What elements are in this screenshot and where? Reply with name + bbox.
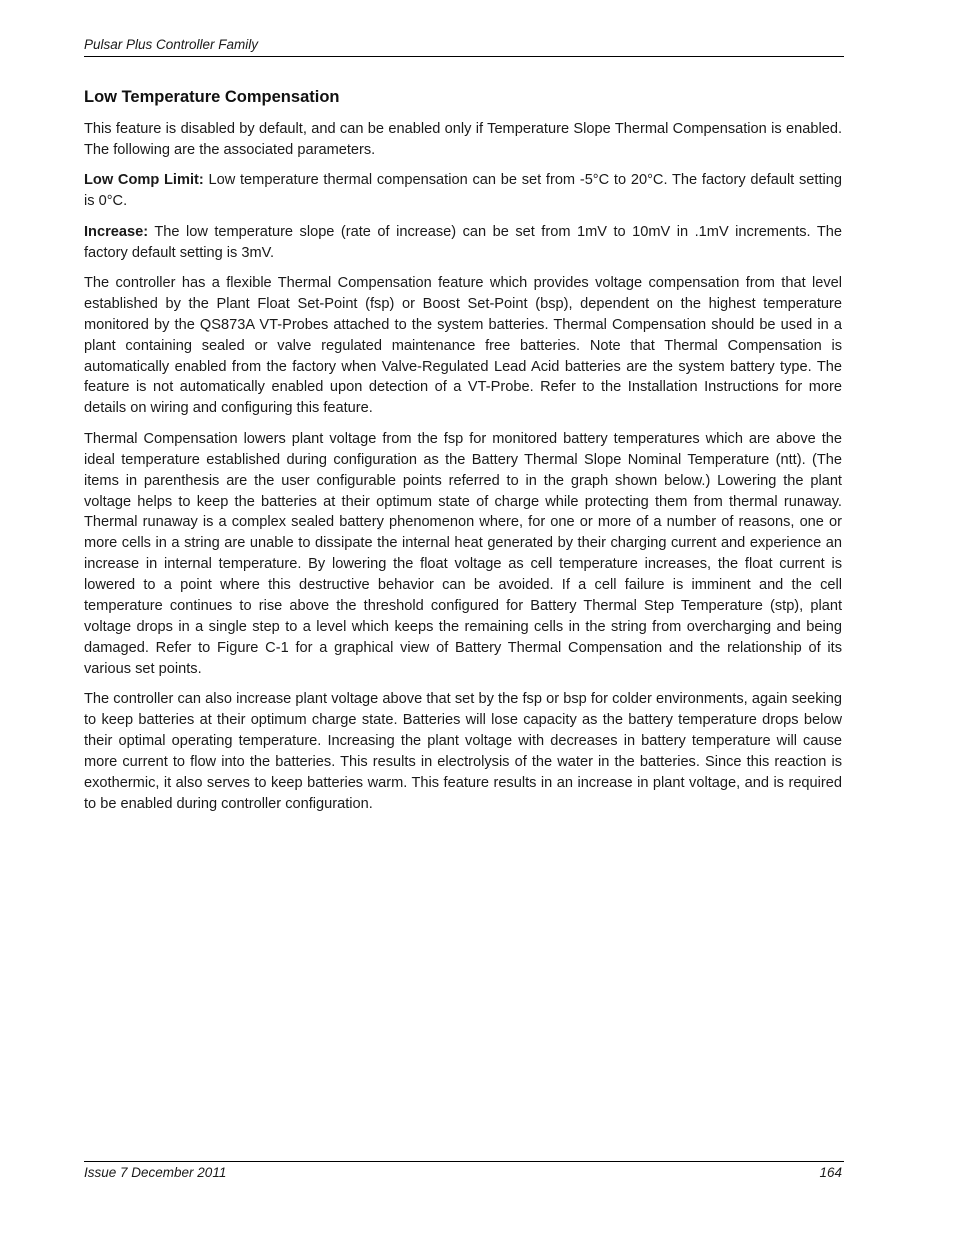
param-text: Low temperature thermal compensation can be set from -5°C to 20°C. The factory default setting is 0°C. — [84, 172, 842, 210]
page-footer — [84, 1161, 844, 1182]
page-number: 164 — [819, 1165, 842, 1180]
body-paragraph: The controller can also increase plant voltage above that set by the fsp or bsp for colder environments, again seeking to keep batteries at their optimum charge state. Batteries will lose capacity as the battery temperature drops below their optimal operating temperature. Increasing the plant voltage with decreases in battery temperature will cause more current to flow into the batteries. This results in electrolysis of the water in the batteries. Since this reaction is exothermic, it also serves to keep batteries warm. This feature results in an increase in plant voltage, and is required to be enabled during controller configuration. — [84, 691, 842, 812]
param-increase — [84, 222, 842, 264]
param-low-comp-limit — [84, 170, 842, 212]
document-title: Pulsar Plus Controller Family — [84, 37, 259, 52]
param-term: Increase: — [84, 223, 149, 240]
intro-paragraph: This feature is disabled by default, and can be enabled only if Temperature Slope Thermal Compensation is enabled. The following are the associated parameters. — [84, 121, 842, 158]
issue-date: Issue 7 December 2011 — [84, 1165, 227, 1180]
param-text: The low temperature slope (rate of increase) can be set from 1mV to 10mV in .1mV increments. The factory default setting is 3mV. — [84, 223, 842, 261]
param-term: Low Comp Limit: — [84, 172, 204, 189]
page-content — [84, 86, 842, 824]
page-header — [84, 36, 844, 57]
body-paragraph: The controller has a flexible Thermal Compensation feature which provides voltage compensation from that level established by the Plant Float Set-Point (fsp) or Boost Set-Point (bsp), dependent on the highest temperature monitored by the QS873A VT-Probes attached to the system batteries. Thermal Compensation should be used in a plant containing sealed or valve regulated maintenance free batteries. Note that Thermal Compensation is automatically enabled from the factory when Valve-Regulated Lead Acid batteries are the system battery type. The feature is not automatically enabled upon detection of a VT-Probe. Refer to the Installation Instructions for more details on wiring and configuring this feature. — [84, 274, 842, 417]
section-heading: Low Temperature Compensation — [84, 88, 340, 106]
body-paragraph: Thermal Compensation lowers plant voltage from the fsp for monitored battery temperatures which are above the ideal temperature established during configuration as the Battery Thermal Slope Nominal Temperature (ntt). (The items in parenthesis are the user configurable points referred to in the graph shown below.) Lowering the plant voltage helps to keep the batteries at their optimum state of charge while protecting them from thermal runaway. Thermal runaway is a complex sealed battery phenomenon where, for one or more of a number of reasons, one or more cells in a string are unable to dissipate the internal heat generated by their charging current and experience an increase in internal temperature. By lowering the float voltage as cell temperature increases, the float current is lowered to a point where this destructive behavior can be avoided. If a cell failure is imminent and the cell temperature continues to rise above the threshold configured for Battery Thermal Step Temperature (stp), plant voltage drops in a single step to a level which keeps the remaining cells in the string from overcharging and being damaged. Refer to Figure C-1 for a graphical view of Battery Thermal Compensation and the relationship of its various set points. — [84, 430, 842, 677]
